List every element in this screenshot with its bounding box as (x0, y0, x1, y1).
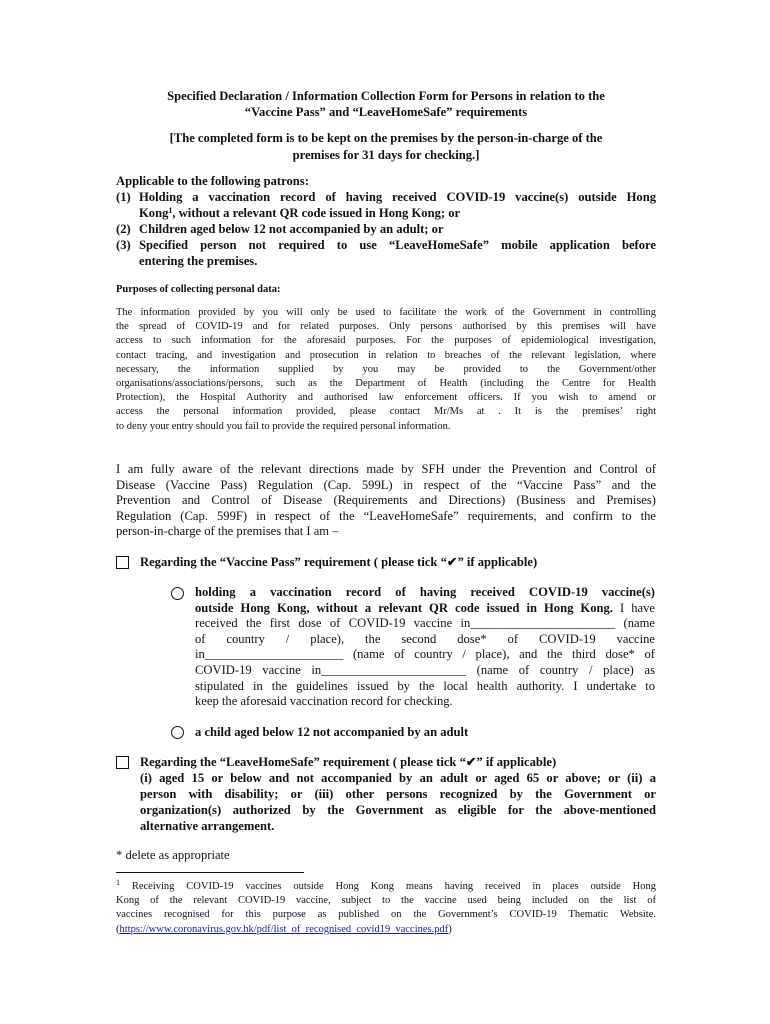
vaccine-list-link[interactable]: https://www.coronavirus.gov.hk/pdf/list_of_recognised_covid19_vaccines.pdf (119, 923, 449, 935)
option-line: holding a vaccination record of having received COVID-19 vaccine(s) (195, 585, 655, 599)
awareness-line: person-in-charge of the premises that I am – (116, 524, 339, 538)
option-line: stipulated in the guidelines issued by the local health authority. I undertake to (195, 678, 655, 693)
applicable-item-3 (116, 237, 656, 269)
retention-notice-line-1: [The completed form is to be kept on the premises by the person-in-charge of the (169, 131, 603, 145)
awareness-line: Regulation (Cap. 599F) in respect of the “LeaveHomeSafe” requirements, and confirm to the (116, 508, 656, 523)
item-text: Specified person not required to use “LeaveHomeSafe” mobile application before (139, 238, 656, 252)
condition-line: person with disability; or (iii) other persons recognized by the Government or (140, 787, 656, 801)
item-text: Holding a vaccination record of having received COVID-19 vaccine(s) outside Hong (139, 190, 656, 204)
option-line: outside Hong Kong, without a relevant QR code issued in Hong Kong. I have (195, 600, 655, 615)
purposes-line: the spread of COVID-19 and for related purposes. Only persons authorised by this premises will have (116, 321, 656, 333)
purposes-line: necessary, the information supplied by you may be provided to the Government/other (116, 363, 656, 375)
footnote-line: vaccines recognised for this purpose as published on the Government’s COVID-19 Thematic Website. (116, 909, 656, 921)
vaccine-pass-checkbox[interactable] (116, 556, 129, 569)
child-below-12-label: a child aged below 12 not accompanied by an adult (195, 725, 469, 739)
footnote (116, 880, 656, 937)
footnote-link-line: (https://www.coronavirus.gov.hk/pdf/list_of_recognised_covid19_vaccines.pdf) (116, 923, 452, 935)
condition-line: alternative arrangement. (140, 819, 275, 833)
applicable-item-2 (116, 221, 656, 237)
item-number: (1) (116, 190, 131, 204)
vaccine-pass-label: Regarding the “Vaccine Pass” requirement ( please tick “✔” if applicable) (140, 555, 538, 569)
footnote-number: 1 (116, 878, 120, 887)
awareness-statement (116, 462, 656, 540)
third-dose-country-line: COVID-19 vaccine in_______________________ (name of country / place) as (195, 662, 655, 677)
purposes-line: to deny your entry should you fail to provide the required personal information. (116, 420, 451, 432)
purposes-line: The information provided by you will only be used to facilitate the work of the Government in controlling (116, 307, 656, 318)
vaccination-record-radio[interactable] (171, 587, 184, 600)
awareness-line: Prevention and Control of Disease (Requirements and Directions) (Business and Premises) (116, 493, 656, 507)
form-title-line-1: Specified Declaration / Information Collection Form for Persons in relation to the (167, 89, 605, 103)
purposes-line: Protection), the Hospital Authority and authorised law enforcement officers. If you wish to amend or (116, 392, 656, 404)
item-number: (3) (116, 238, 131, 252)
purposes-heading: Purposes of collecting personal data: (116, 284, 281, 295)
leavehomesafe-label: Regarding the “LeaveHomeSafe” requirement ( please tick “✔” if applicable) (140, 755, 557, 769)
vaccination-record-option (195, 585, 655, 710)
applicable-heading: Applicable to the following patrons: (116, 174, 309, 188)
condition-line: organization(s) authorized by the Government as eligible for the above-mentioned (140, 803, 656, 817)
condition-line: (i) aged 15 or below and not accompanied by an adult or aged 65 or above; or (ii) a (140, 771, 656, 785)
second-dose-line: of country / place), the second dose* of COVID-19 vaccine (195, 631, 655, 646)
awareness-line: I am fully aware of the relevant directions made by SFH under the Prevention and Control of (116, 462, 656, 476)
item-number: (2) (116, 222, 131, 236)
option-line: keep the aforesaid vaccination record for checking. (195, 694, 453, 709)
item-text-continued: entering the premises. (139, 254, 258, 268)
delete-as-appropriate-note: * delete as appropriate (116, 848, 230, 862)
child-below-12-radio[interactable] (171, 726, 184, 739)
footnote-line: $^1$ Receiving COVID-19 vaccines outside Hong Kong means having received in places outside Hong (116, 878, 657, 892)
retention-notice-line-2: premises for 31 days for checking.] (292, 148, 480, 162)
footnote-marker: 1 (168, 206, 173, 215)
form-title-line-2: “Vaccine Pass” and “LeaveHomeSafe” requirements (244, 105, 528, 119)
purposes-line: contact tracing, and investigation and prosecution in relation to breaches of the relevant legislation, where (116, 349, 656, 361)
applicable-item-1 (116, 189, 656, 221)
item-text-continued: Kong$^1$, without a relevant QR code issued in Hong Kong; or (139, 206, 461, 220)
purposes-line: access to such information for the aforesaid purposes. For the purposes of epidemiological investigation, (116, 335, 656, 347)
awareness-line: Disease (Vaccine Pass) Regulation (Cap. 599L) in respect of the “Vaccine Pass” and the (116, 477, 656, 492)
leavehomesafe-checkbox[interactable] (116, 756, 129, 769)
footnote-line: Kong of the relevant COVID-19 vaccine, subject to the vaccine used being included on the list of (116, 895, 656, 907)
purposes-line: organisations/associations/persons, such as the Department of Health (including the Centre for Health (116, 378, 656, 390)
footnote-divider (116, 872, 304, 873)
first-dose-line: received the first dose of COVID-19 vaccine in_______________________ (name (195, 616, 655, 631)
purposes-line: access the personal information provided, please contact Mr/Ms at . It is the premises’ right (116, 406, 656, 418)
second-dose-country-line: in______________________ (name of country / place), and the third dose* of (195, 647, 655, 662)
purposes-paragraph (116, 306, 656, 434)
leavehomesafe-conditions (140, 770, 656, 834)
item-text: Children aged below 12 not accompanied by an adult; or (139, 222, 444, 236)
